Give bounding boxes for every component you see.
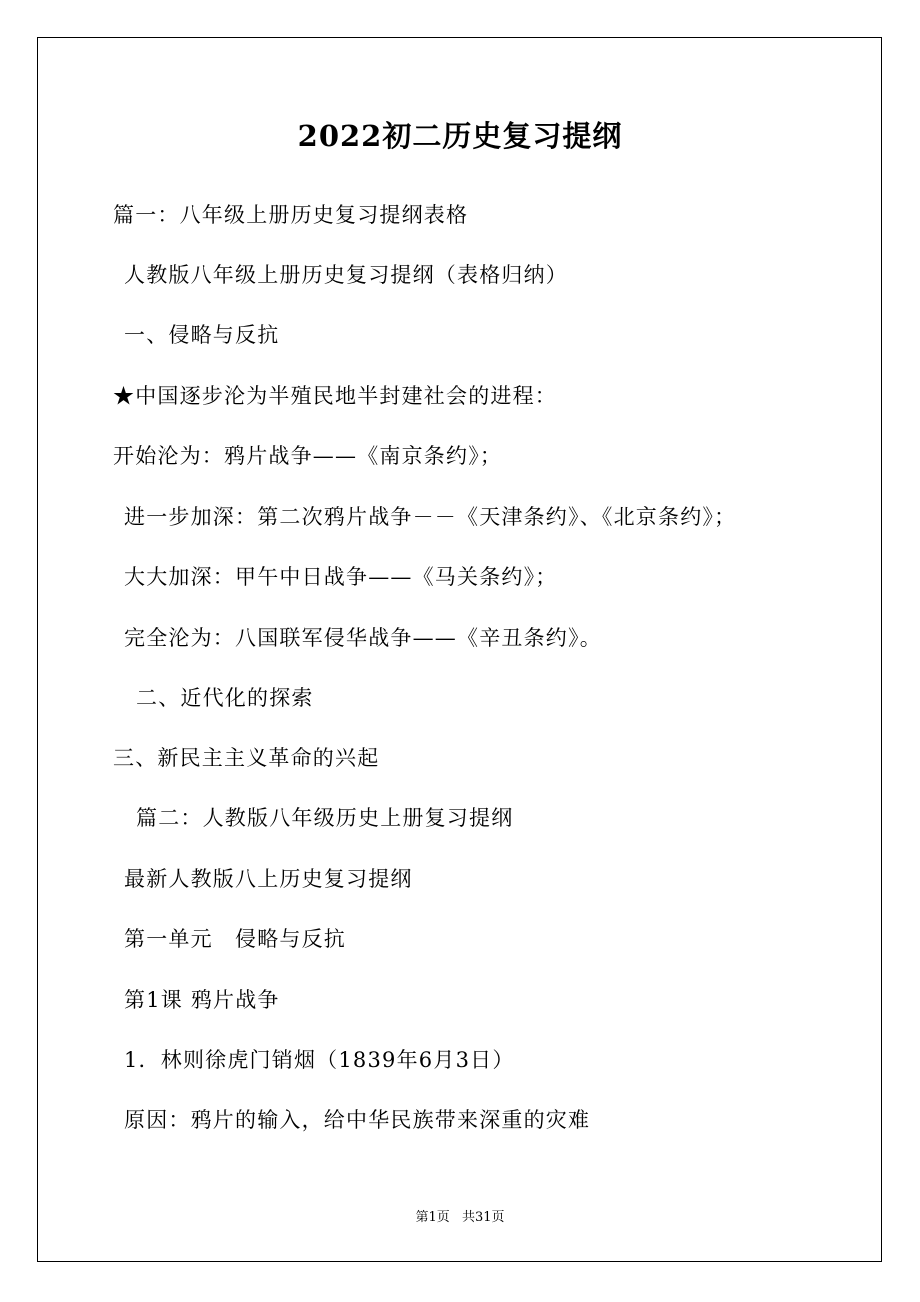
doc-line: 第一单元 侵略与反抗 <box>124 927 346 951</box>
doc-line: 二、近代化的探索 <box>136 686 314 710</box>
doc-line: 大大加深：甲午中日战争——《马关条约》； <box>124 565 558 589</box>
doc-line: 原因：鸦片的输入，给中华民族带来深重的灾难 <box>124 1108 591 1132</box>
document-title: 2022初二历史复习提纲 <box>297 119 623 153</box>
doc-line: 三、新民主主义革命的兴起 <box>113 746 380 770</box>
page-footer <box>0 1206 920 1225</box>
page-number: 第1页 <box>415 1210 450 1225</box>
doc-line-section-1: 篇一：八年级上册历史复习提纲表格 <box>113 203 469 227</box>
doc-line: 完全沦为：八国联军侵华战争——《辛丑条约》。 <box>124 626 602 650</box>
doc-line: 最新人教版八上历史复习提纲 <box>124 867 413 891</box>
doc-line: 一、侵略与反抗 <box>124 323 280 347</box>
doc-line-section-2: 篇二：人教版八年级历史上册复习提纲 <box>136 806 514 830</box>
doc-line: ★中国逐步沦为半殖民地半封建社会的进程： <box>113 384 557 408</box>
doc-line: 第1课 鸦片战争 <box>124 988 280 1012</box>
doc-line: 1．林则徐虎门销烟（1839年6月3日） <box>124 1048 515 1072</box>
doc-line: 进一步加深：第二次鸦片战争－－《天津条约》、《北京条约》； <box>124 505 737 529</box>
total-pages: 共31页 <box>461 1210 505 1225</box>
doc-line: 人教版八年级上册历史复习提纲（表格归纳） <box>124 263 568 287</box>
doc-line: 开始沦为：鸦片战争——《南京条约》； <box>113 444 503 468</box>
